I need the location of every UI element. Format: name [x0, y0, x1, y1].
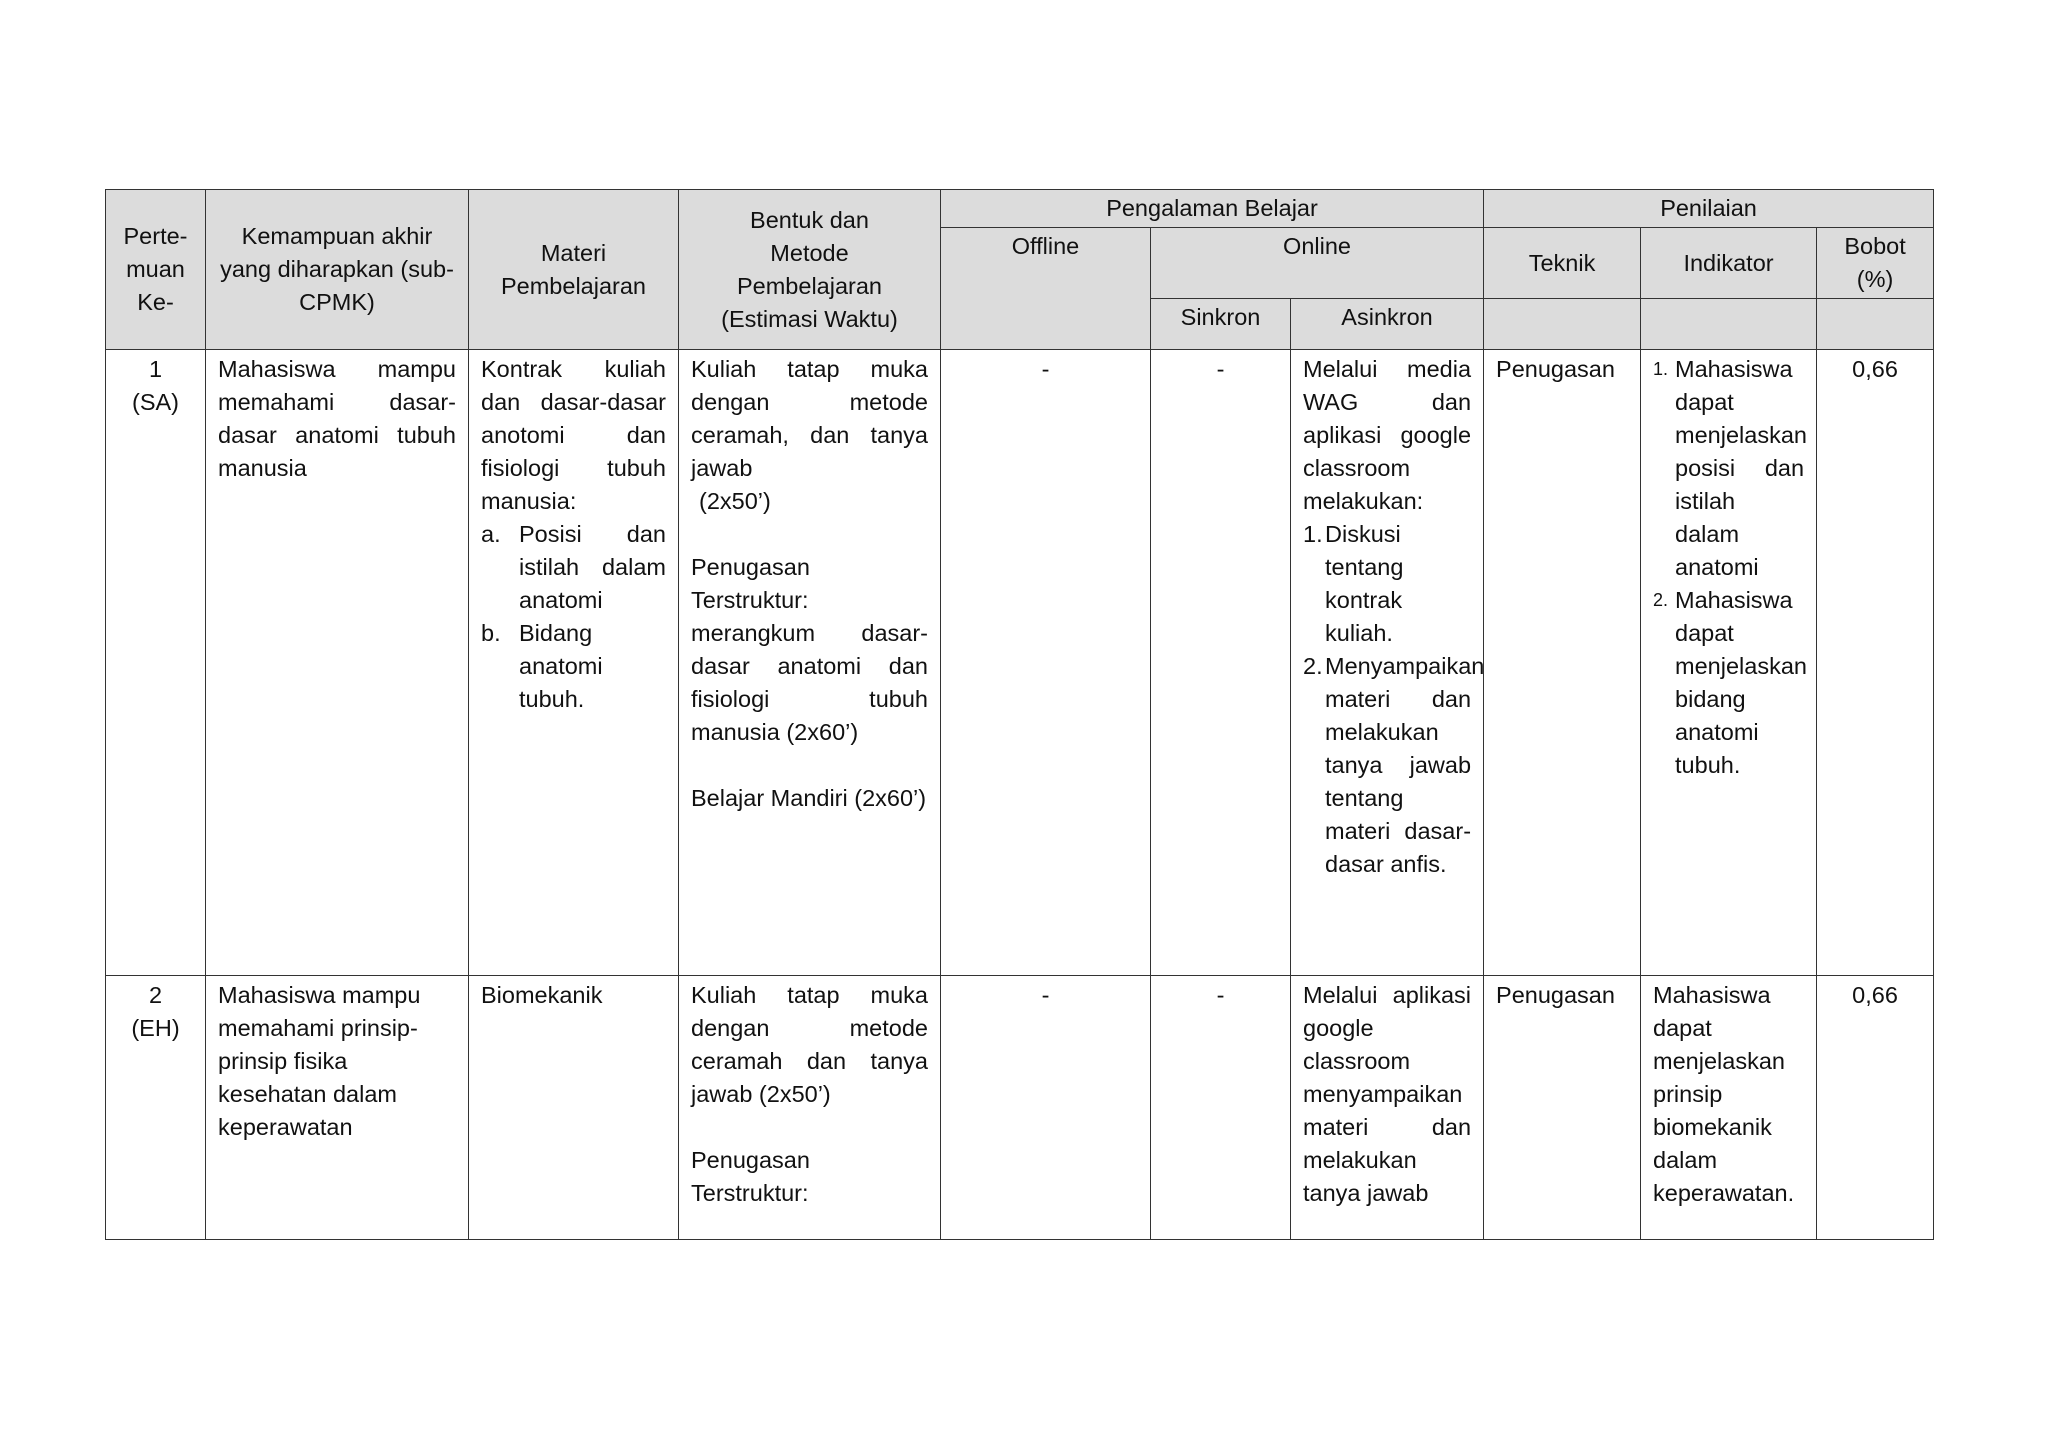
cell-materi — [469, 350, 679, 976]
pertemuan-code: (SA) — [132, 389, 179, 415]
header-bobot-empty — [1817, 299, 1934, 350]
asinkron-intro: Melalui media WAG dan aplikasi google classroom melakukan: — [1303, 356, 1472, 514]
bentuk-penugasan-title: Penugasan Terstruktur: — [691, 554, 810, 613]
list-item: 2. Mahasiswa dapat menjelaskan bidang anatomi tubuh. — [1653, 587, 1807, 778]
header-bentuk-line: (Estimasi Waktu) — [721, 305, 898, 332]
list-item: 1. Mahasiswa dapat menjelaskan posisi dan istilah dalam anatomi — [1653, 356, 1807, 580]
header-sinkron: Sinkron — [1151, 299, 1291, 350]
cell-bentuk — [679, 350, 941, 976]
cell-asinkron: Melalui aplikasi google classroom menyampaikan materi dan melakukan tanya jawab — [1291, 976, 1484, 1240]
cell-materi: Biomekanik — [469, 976, 679, 1240]
cell-kemampuan: Mahasiswa mampu memahami prinsip-prinsip fisika kesehatan dalam keperawatan — [206, 976, 469, 1240]
cell-kemampuan: Mahasiswa mampu memahami dasar-dasar anatomi tubuh manusia — [206, 350, 469, 976]
header-indikator: Indikator — [1641, 228, 1817, 299]
pertemuan-code: (EH) — [131, 1015, 180, 1041]
cell-indikator: Mahasiswa dapat menjelaskan prinsip biomekanik dalam keperawatan. — [1641, 976, 1817, 1240]
bentuk-mandiri: Belajar Mandiri (2x60’) — [691, 785, 927, 811]
cell-offline: - — [941, 350, 1151, 976]
pertemuan-number: 1 — [148, 356, 163, 382]
header-pengalaman-belajar: Pengalaman Belajar — [941, 190, 1484, 228]
bentuk-penugasan-title: Penugasan Terstruktur: — [691, 1147, 810, 1206]
header-kemampuan: Kemampuan akhir yang diharapkan (sub-CPMK) — [206, 190, 469, 350]
header-offline: Offline — [941, 228, 1151, 350]
header-penilaian: Penilaian — [1484, 190, 1934, 228]
header-bentuk — [679, 190, 941, 350]
header-bentuk-line: Pembelajaran — [736, 272, 882, 299]
cell-sinkron: - — [1151, 976, 1291, 1240]
header-teknik-empty — [1484, 299, 1641, 350]
header-bentuk-line: Bentuk dan — [750, 206, 869, 233]
list-item: 2. Menyampaikan materi dan melakukan tanya jawab tentang materi dasar-dasar anfis. — [1303, 653, 1485, 877]
header-pertemuan: Perte-muan Ke- — [106, 190, 206, 350]
asinkron-list — [1303, 518, 1485, 881]
pertemuan-number: 2 — [148, 982, 163, 1008]
table-row — [106, 350, 1934, 976]
header-teknik: Teknik — [1484, 228, 1641, 299]
bentuk-kuliah-time: (2x50’) — [699, 488, 771, 514]
bentuk-kuliah: Kuliah tatap muka dengan metode ceramah, dan tanya jawab — [691, 356, 928, 481]
materi-intro: Kontrak kuliah dan dasar-dasar anotomi dan fisiologi tubuh manusia: — [481, 356, 666, 514]
list-item: a. Posisi dan istilah dalam anatomi — [481, 521, 666, 613]
bentuk-kuliah: Kuliah tatap muka dengan metode ceramah dan tanya jawab (2x50’) — [691, 982, 928, 1107]
header-indikator-empty — [1641, 299, 1817, 350]
indikator-list — [1653, 353, 1807, 782]
cell-indikator — [1641, 350, 1817, 976]
cell-pertemuan — [106, 350, 206, 976]
header-bobot: Bobot (%) — [1817, 228, 1934, 299]
list-item: b. Bidang anatomi tubuh. — [481, 620, 603, 712]
cell-bentuk — [679, 976, 941, 1240]
cell-pertemuan — [106, 976, 206, 1240]
header-asinkron: Asinkron — [1291, 299, 1484, 350]
bentuk-penugasan: merangkum dasar-dasar anatomi dan fisiologi tubuh manusia (2x60’) — [691, 620, 928, 745]
cell-sinkron: - — [1151, 350, 1291, 976]
rps-table — [105, 189, 1934, 1240]
cell-bobot: 0,66 — [1817, 350, 1934, 976]
cell-asinkron — [1291, 350, 1484, 976]
header-bentuk-line: Metode — [770, 239, 849, 266]
cell-teknik: Penugasan — [1484, 350, 1641, 976]
list-item: 1. Diskusi tentang kontrak kuliah. — [1303, 521, 1404, 646]
header-materi: Materi Pembelajaran — [469, 190, 679, 350]
table-row — [106, 976, 1934, 1240]
cell-teknik: Penugasan — [1484, 976, 1641, 1240]
header-online: Online — [1151, 228, 1484, 299]
cell-bobot: 0,66 — [1817, 976, 1934, 1240]
materi-list — [481, 518, 666, 716]
cell-offline: - — [941, 976, 1151, 1240]
